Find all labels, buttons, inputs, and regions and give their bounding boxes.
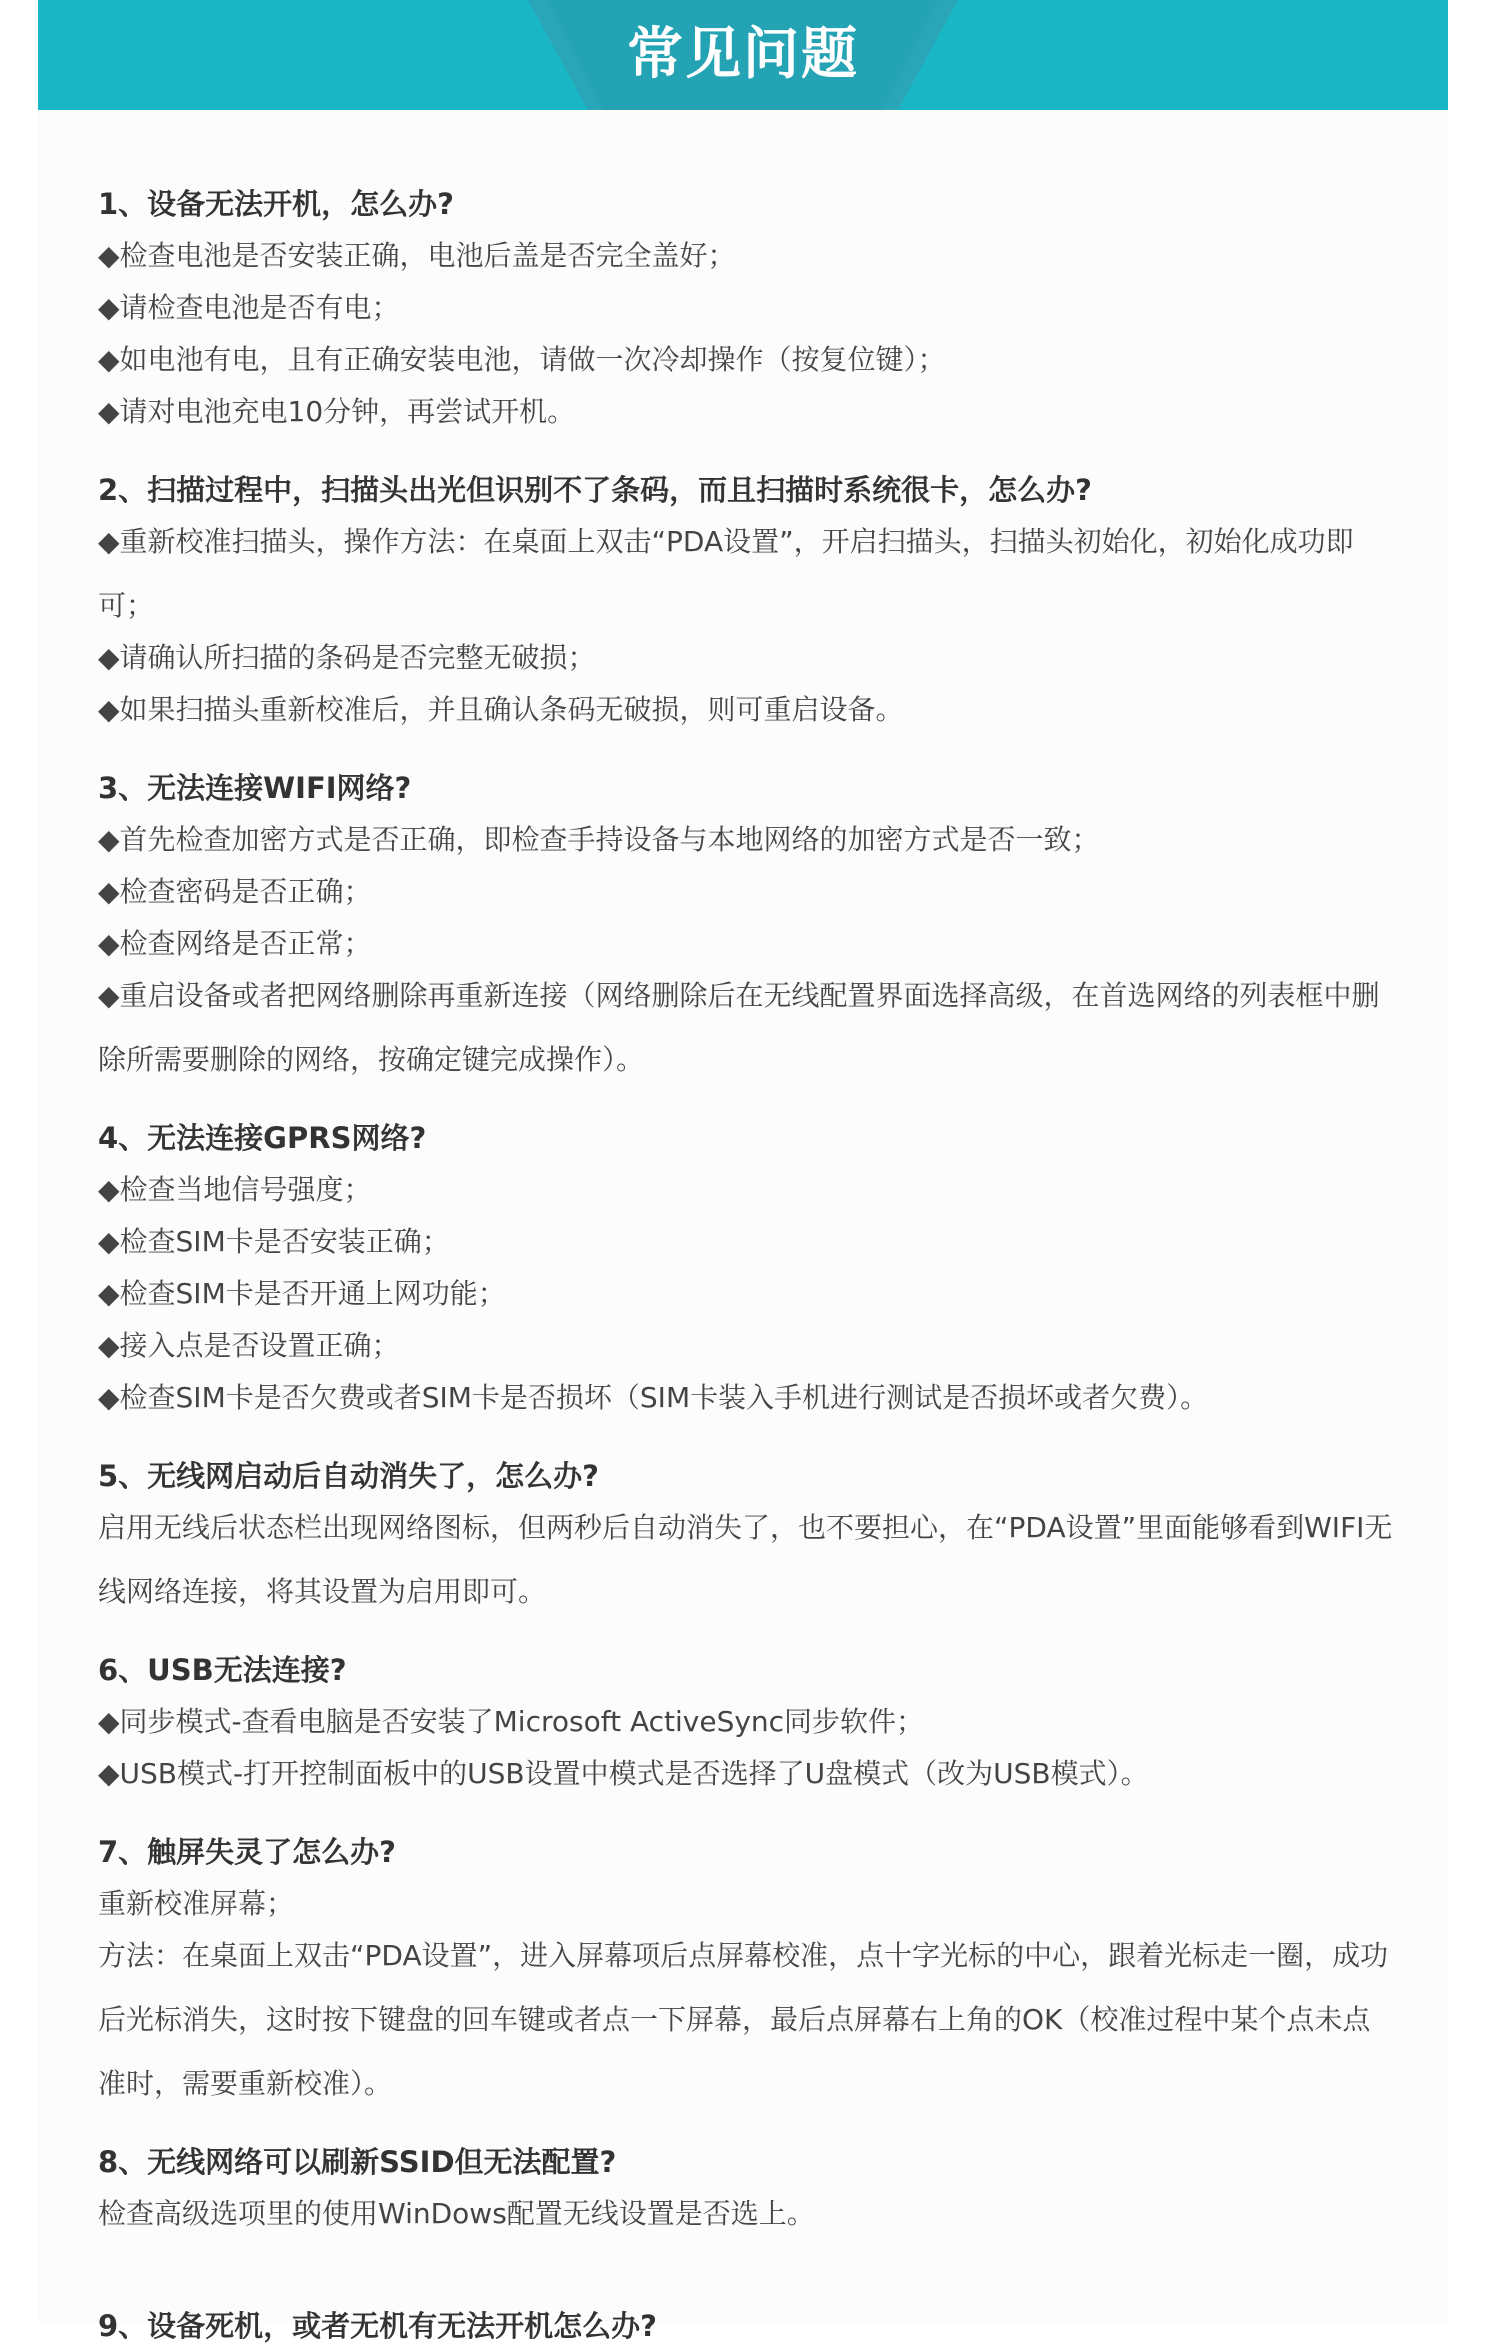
faq-answer-line: ◆接入点是否设置正确； — [98, 1329, 400, 1362]
faq-question-cut: 9、设备死机，或者无机有无法开机怎么办? — [98, 2309, 658, 2343]
faq-answer-line: ◆请检查电池是否有电； — [98, 291, 400, 324]
faq-answer-line: ◆如果扫描头重新校准后，并且确认条码无破损，则可重启设备。 — [98, 693, 904, 726]
header-banner — [38, 0, 1448, 110]
faq-question: 6、USB无法连接? — [98, 1653, 347, 1687]
faq-item — [98, 1450, 1398, 1624]
faq-answer-line: ◆同步模式-查看电脑是否安装了Microsoft ActiveSync同步软件； — [98, 1705, 925, 1738]
faq-answer-line: ◆检查当地信号强度； — [98, 1173, 372, 1206]
faq-question: 2、扫描过程中，扫描头出光但识别不了条码，而且扫描时系统很卡，怎么办? — [98, 473, 1093, 507]
faq-answer-line: ◆检查SIM卡是否安装正确； — [98, 1225, 450, 1258]
faq-answer-line: ◆USB模式-打开控制面板中的USB设置中模式是否选择了U盘模式（改为USB模式）。 — [98, 1757, 1149, 1790]
faq-question: 3、无法连接WIFI网络? — [98, 771, 412, 805]
faq-item — [98, 2136, 1398, 2240]
faq-list — [98, 178, 1398, 2266]
faq-answer-line: ◆检查密码是否正确； — [98, 875, 372, 908]
faq-question: 5、无线网启动后自动消失了，怎么办? — [98, 1459, 600, 1493]
faq-item — [98, 1644, 1398, 1800]
faq-answer-line: ◆检查电池是否安装正确，电池后盖是否完全盖好； — [98, 239, 736, 272]
faq-question: 4、无法连接GPRS网络? — [98, 1121, 427, 1155]
page-title: 常见问题 — [627, 22, 859, 87]
faq-cutoff — [98, 2296, 1398, 2343]
faq-question: 8、无线网络可以刷新SSID但无法配置? — [98, 2145, 617, 2179]
faq-answer-line: ◆请确认所扫描的条码是否完整无破损； — [98, 641, 596, 674]
faq-answer-line: 检查高级选项里的使用WinDows配置无线设置是否选上。 — [98, 2197, 815, 2230]
faq-answer-line: ◆请对电池充电10分钟，再尝试开机。 — [98, 395, 576, 428]
faq-answer-line: ◆检查SIM卡是否欠费或者SIM卡是否损坏（SIM卡装入手机进行测试是否损坏或者欠费）。 — [98, 1381, 1209, 1414]
faq-answer-line: ◆如电池有电，且有正确安装电池，请做一次冷却操作（按复位键）； — [98, 343, 946, 376]
faq-question: 7、触屏失灵了怎么办? — [98, 1835, 397, 1869]
faq-answer-line: 方法：在桌面上双击“PDA设置”，进入屏幕项后点屏幕校准，点十字光标的中心，跟着光标走一圈，成功后光标消失，这时按下键盘的回车键或者点一下屏幕，最后点屏幕右上角的OK（校准过程中某个点未点准时，需要重新校准）。 — [98, 1939, 1389, 2100]
faq-answer-line: ◆检查网络是否正常； — [98, 927, 372, 960]
faq-item — [98, 464, 1398, 736]
faq-page — [38, 0, 1448, 2343]
faq-answer-line: 启用无线后状态栏出现网络图标，但两秒后自动消失了，也不要担心，在“PDA设置”里面能够看到WIFI无线网络连接，将其设置为启用即可。 — [98, 1511, 1393, 1608]
faq-answer-line: 重新校准屏幕； — [98, 1887, 295, 1920]
faq-question: 1、设备无法开机，怎么办? — [98, 187, 455, 221]
faq-answer-line: ◆重启设备或者把网络删除再重新连接（网络删除后在无线配置界面选择高级，在首选网络的列表框中删除所需要删除的网络，按确定键完成操作）。 — [98, 979, 1380, 1076]
faq-item — [98, 1826, 1398, 2116]
faq-item — [98, 762, 1398, 1092]
faq-item — [98, 1112, 1398, 1424]
faq-answer-line: ◆重新校准扫描头，操作方法：在桌面上双击“PDA设置”，开启扫描头，扫描头初始化，初始化成功即可； — [98, 525, 1354, 622]
faq-item — [98, 178, 1398, 438]
faq-answer-line: ◆首先检查加密方式是否正确，即检查手持设备与本地网络的加密方式是否一致； — [98, 823, 1100, 856]
faq-answer-line: ◆检查SIM卡是否开通上网功能； — [98, 1277, 506, 1310]
